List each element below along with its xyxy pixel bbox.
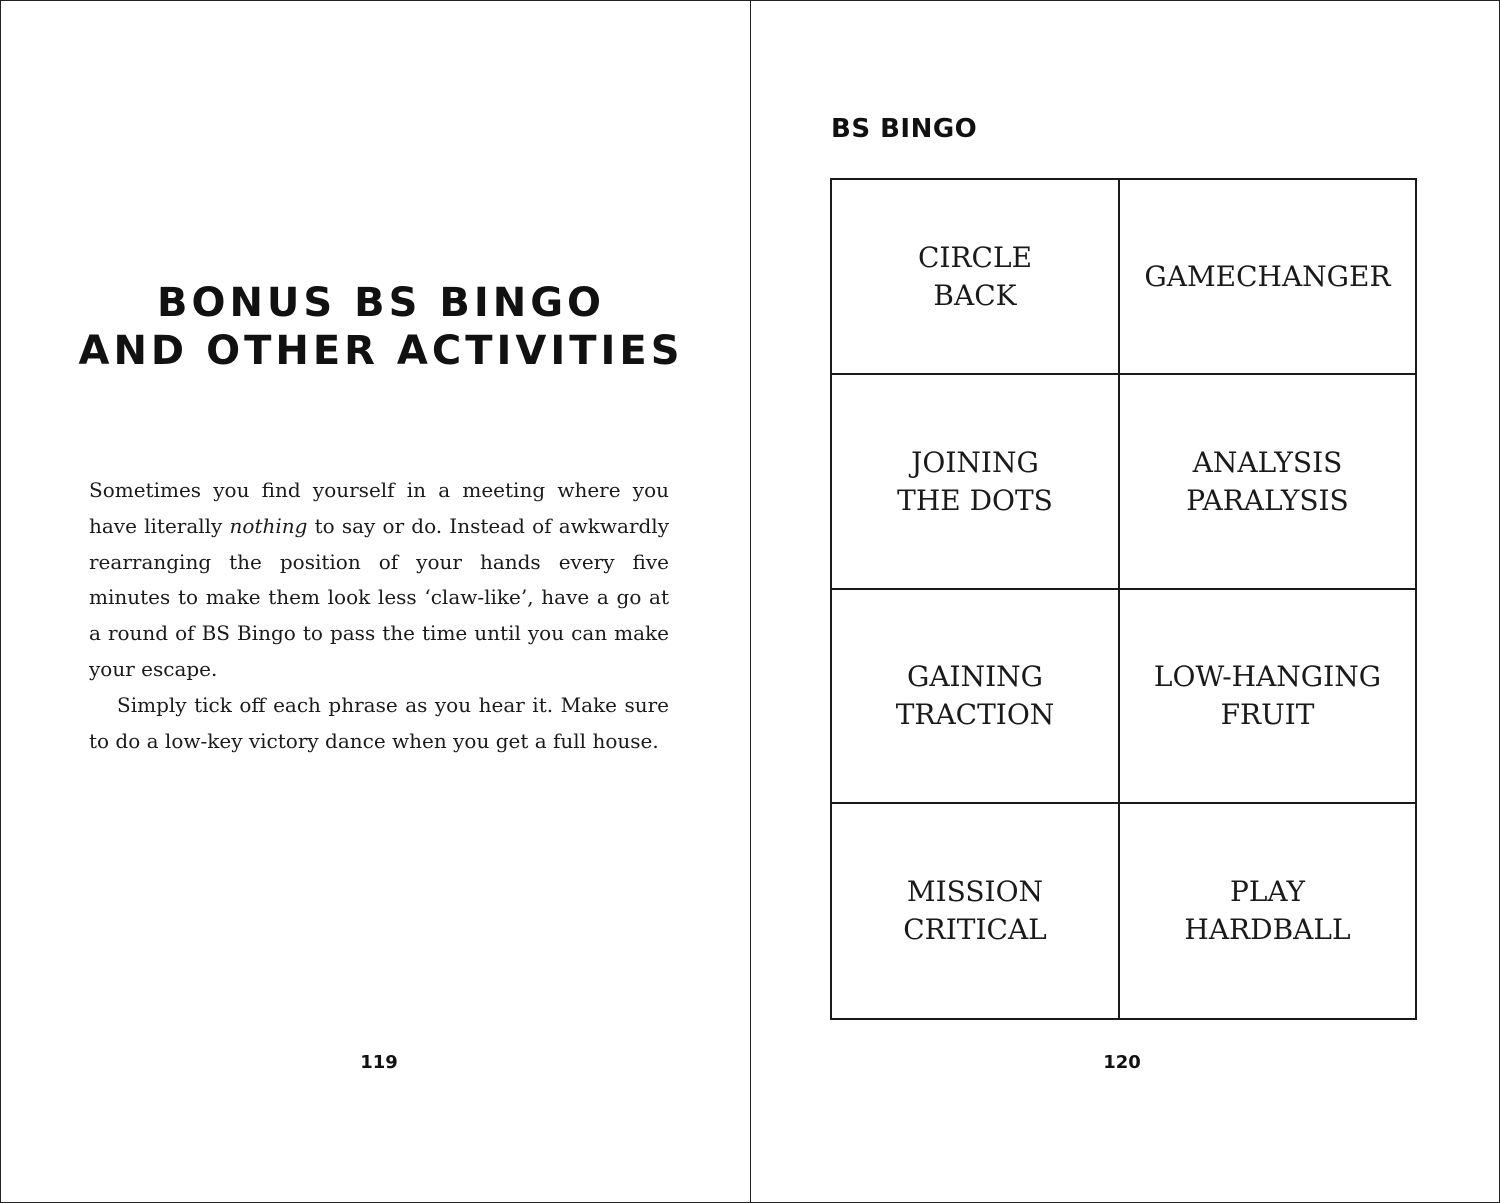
right-page xyxy=(751,1,1499,1202)
bingo-cell-play-hardball[interactable]: PLAY HARDBALL xyxy=(1184,875,1351,946)
bingo-cell-gamechanger[interactable]: GAMECHANGER xyxy=(1120,180,1415,375)
paragraph-1-end: to say or do. Instead of awkwardly rearranging the position of your hands every five minutes to make them look less ‘claw-like’, have a go at a round of BS Bingo to pass the time until you can make your escape. xyxy=(89,513,669,681)
page-number-right: 120 xyxy=(1103,1052,1141,1073)
bingo-cell-circle-back[interactable]: CIRCLE BACK xyxy=(832,180,1120,375)
paragraph-1-emphasis: nothing xyxy=(229,513,308,538)
body-text xyxy=(89,473,669,759)
chapter-title xyxy=(61,279,701,375)
chapter-title-line-1: BONUS BS BINGO xyxy=(156,280,606,326)
bingo-card xyxy=(830,178,1417,1020)
bingo-cell-analysis-paralysis[interactable]: ANALYSIS PARALYSIS xyxy=(1120,375,1415,590)
section-heading: BS BINGO xyxy=(831,114,978,144)
paragraph-2: Simply tick off each phrase as you hear it. Make sure to do a low-key victory dance when you get a full house. xyxy=(89,692,669,753)
bingo-cell-mission-critical[interactable]: MISSION CRITICAL xyxy=(832,804,1120,1018)
paragraph-1 xyxy=(89,473,669,688)
left-page xyxy=(1,1,750,1202)
paragraph-1-start: Sometimes you find yourself in a meeting where you have literally xyxy=(89,478,669,538)
page-number-left: 119 xyxy=(360,1052,398,1073)
chapter-title-line-2: AND OTHER ACTIVITIES xyxy=(78,328,684,374)
bingo-cell-joining-the-dots[interactable]: JOINING THE DOTS xyxy=(832,375,1120,590)
bingo-cell-low-hanging-fruit[interactable]: LOW-HANGING FRUIT xyxy=(1120,590,1415,804)
bingo-cell-gaining-traction[interactable]: GAINING TRACTION xyxy=(832,590,1120,804)
